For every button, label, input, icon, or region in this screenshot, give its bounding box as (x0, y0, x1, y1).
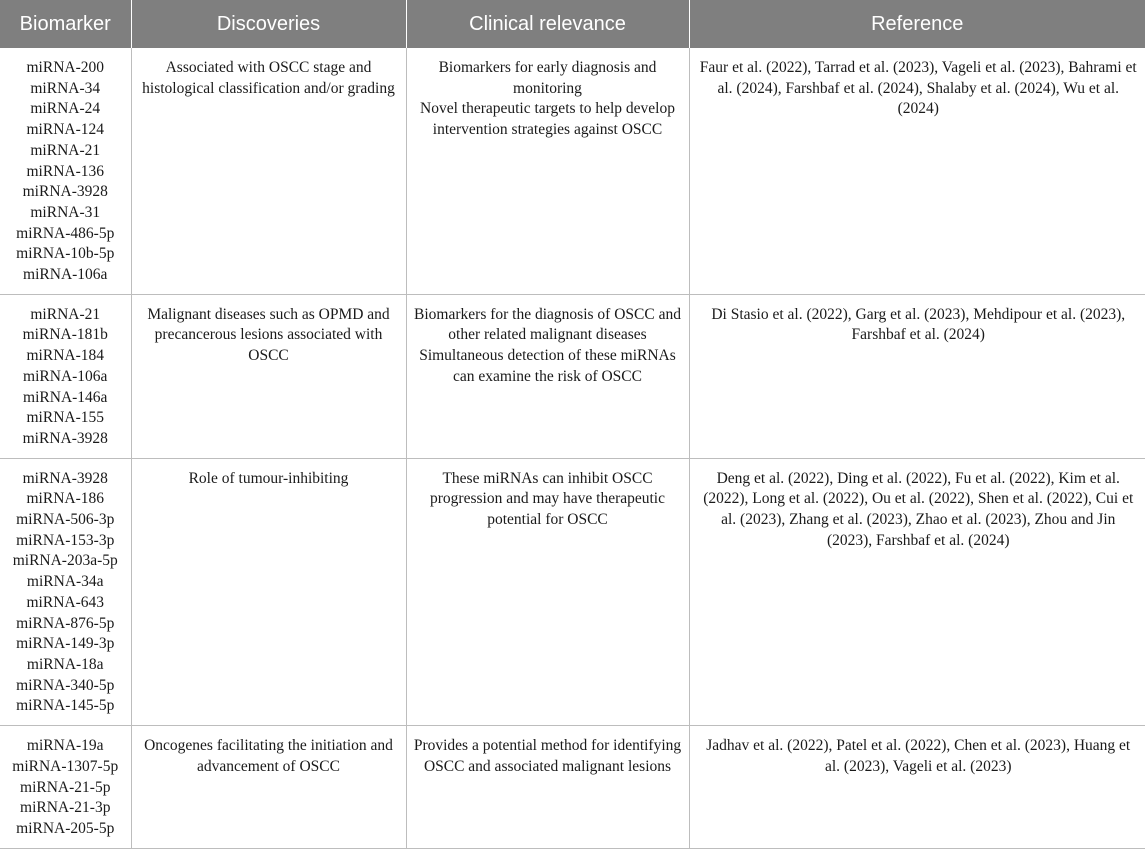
cell-line: miRNA-155 (26, 409, 104, 427)
cell-line: miRNA-10b-5p (16, 245, 115, 263)
table-body (0, 48, 1145, 848)
cell-line: miRNA-34 (30, 79, 101, 97)
cell-line: Novel therapeutic targets to help develop intervention strategies against OSCC (420, 100, 675, 139)
discoveries-cell: Oncogenes facilitating the initiation and advancement of OSCC (131, 726, 406, 849)
cell-line: miRNA-106a (23, 367, 108, 385)
table-header (0, 0, 1145, 48)
reference-cell: Di Stasio et al. (2022), Garg et al. (2023), Mehdipour et al. (2023), Farshbaf et al. (2024) (689, 294, 1145, 458)
cell-line: miRNA-340-5p (16, 676, 115, 694)
cell-line: Provides a potential method for identifying OSCC and associated malignant lesions (413, 737, 682, 775)
cell-line: miRNA-31 (30, 203, 101, 221)
cell-line: miRNA-153-3p (16, 531, 115, 549)
header-discoveries: Discoveries (131, 0, 406, 48)
reference-cell: Jadhav et al. (2022), Patel et al. (2022), Chen et al. (2023), Huang et al. (2023), Vageli et al. (2023) (689, 726, 1145, 849)
header-biomarker: Biomarker (0, 0, 131, 48)
cell-line: miRNA-181b (22, 326, 108, 344)
cell-line: Biomarkers for early diagnosis and monitoring (438, 59, 657, 97)
cell-line: miRNA-124 (26, 121, 104, 139)
header-reference: Reference (689, 0, 1145, 48)
cell-line: miRNA-34a (26, 573, 104, 591)
cell-line: miRNA-200 (26, 59, 104, 76)
table-row (0, 726, 1145, 849)
cell-line: miRNA-3928 (22, 469, 108, 487)
table-row (0, 294, 1145, 458)
cell-line: miRNA-1307-5p (12, 757, 119, 775)
cell-line: miRNA-149-3p (16, 635, 115, 653)
cell-line: These miRNAs can inhibit OSCC progression and may have therapeutic potential for OSCC (430, 469, 665, 529)
cell-line: miRNA-19a (26, 737, 104, 755)
cell-line: miRNA-24 (30, 100, 101, 118)
cell-line: miRNA-18a (26, 655, 104, 673)
cell-line: miRNA-643 (26, 593, 104, 611)
biomarker-cell (0, 726, 131, 849)
table-row (0, 48, 1145, 294)
cell-line: miRNA-506-3p (16, 511, 115, 529)
cell-line: miRNA-145-5p (16, 697, 115, 715)
clinical-cell (406, 726, 689, 849)
cell-line: miRNA-136 (26, 162, 104, 180)
cell-line: miRNA-3928 (22, 429, 108, 447)
clinical-cell (406, 458, 689, 725)
cell-line: miRNA-876-5p (16, 614, 115, 632)
discoveries-cell: Malignant diseases such as OPMD and precancerous lesions associated with OSCC (131, 294, 406, 458)
cell-line: miRNA-203a-5p (12, 552, 118, 570)
clinical-cell (406, 48, 689, 294)
table-row (0, 458, 1145, 725)
header-row (0, 0, 1145, 48)
cell-line: miRNA-184 (26, 347, 104, 365)
cell-line: miRNA-21-5p (20, 778, 111, 796)
cell-line: Simultaneous detection of these miRNAs can examine the risk of OSCC (419, 347, 676, 385)
cell-line: miRNA-106a (23, 266, 108, 284)
discoveries-cell: Associated with OSCC stage and histological classification and/or grading (131, 48, 406, 294)
reference-cell: Deng et al. (2022), Ding et al. (2022), Fu et al. (2022), Kim et al. (2022), Long et al. (2022), Ou et al. (2022), Shen et al. (2022), Cui et al. (2023), Zhang et al. (2023), Zhao et al. (2023), Zhou and Jin (2023), Farshbaf et al. (2024) (689, 458, 1145, 725)
cell-line: miRNA-205-5p (16, 819, 115, 837)
cell-line: miRNA-486-5p (16, 224, 115, 242)
biomarker-cell (0, 48, 131, 294)
cell-line: miRNA-21 (30, 141, 101, 159)
cell-line: Biomarkers for the diagnosis of OSCC and other related malignant diseases (414, 305, 681, 344)
header-clinical-relevance: Clinical relevance (406, 0, 689, 48)
clinical-cell (406, 294, 689, 458)
discoveries-cell: Role of tumour-inhibiting (131, 458, 406, 725)
cell-line: miRNA-186 (26, 490, 104, 508)
cell-line: miRNA-146a (23, 388, 108, 406)
biomarker-cell (0, 294, 131, 458)
biomarker-cell (0, 458, 131, 725)
cell-line: miRNA-21 (30, 305, 101, 323)
cell-line: miRNA-21-3p (20, 799, 111, 817)
cell-line: miRNA-3928 (22, 183, 108, 201)
reference-cell: Faur et al. (2022), Tarrad et al. (2023), Vageli et al. (2023), Bahrami et al. (2024), Farshbaf et al. (2024), Shalaby et al. (2024), Wu et al. (2024) (689, 48, 1145, 294)
